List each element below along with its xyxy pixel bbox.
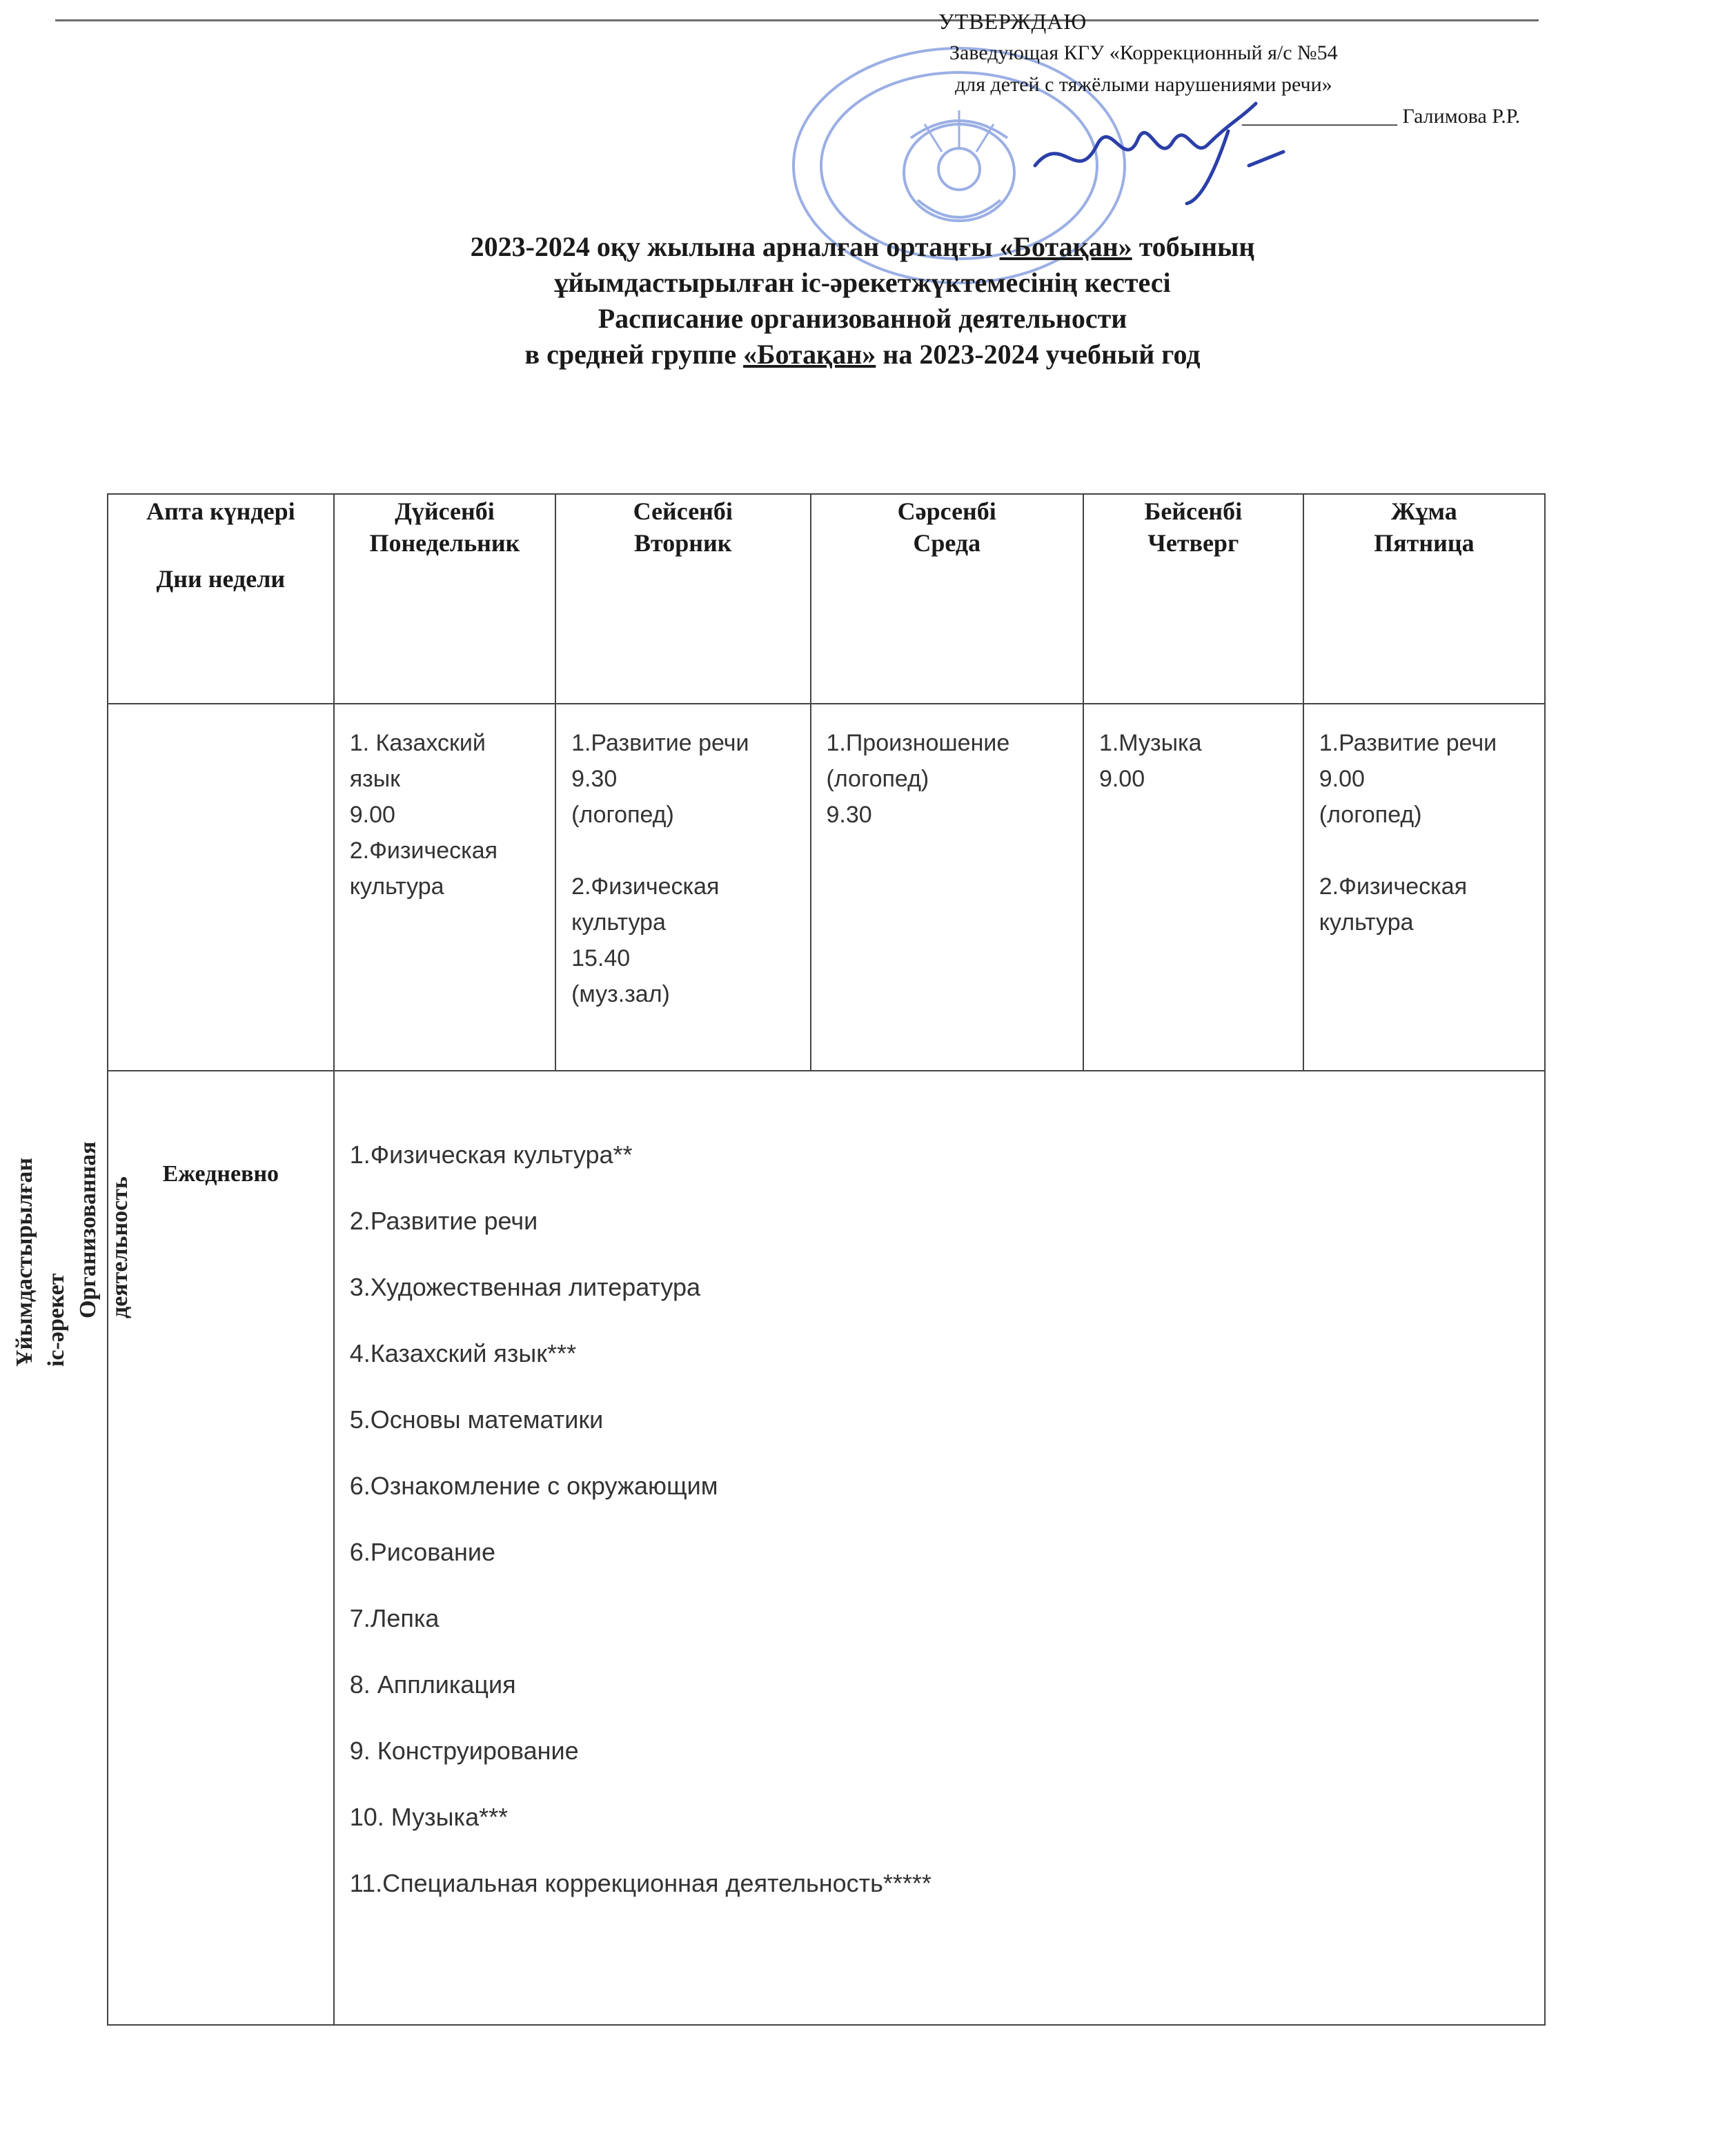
cell-line: 1.Развитие речи (571, 730, 749, 756)
cell-line: культура (1319, 909, 1414, 936)
header-day-kz: Бейсенбі (1144, 497, 1243, 525)
title-line-3: Расписание организованной деятельности (598, 303, 1127, 334)
header-first-kz: Апта күндері (146, 497, 295, 525)
label-ru-1: Организованная (75, 1141, 101, 1318)
schedule-table (12, 493, 1546, 2026)
approval-signature-line: _______________ Галимова Р.Р. (1242, 105, 1521, 128)
header-day-kz: Сәрсенбі (897, 497, 996, 525)
cell-thursday (1083, 704, 1303, 1071)
cell-line: 1.Развитие речи (1319, 730, 1497, 756)
cell-line: 2.Физическая (1319, 873, 1468, 900)
list-item: 9. Конструирование (349, 1737, 579, 1765)
cell-monday (334, 704, 555, 1071)
header-day-kz: Сейсенбі (633, 497, 733, 525)
header-day-kz: Дүйсенбі (395, 497, 495, 525)
list-item: 2.Развитие речи (349, 1207, 538, 1235)
list-item: 4.Казахский язык*** (349, 1339, 577, 1367)
header-day-ru: Понедельник (369, 529, 520, 557)
header-tuesday (555, 494, 810, 704)
title-line1-pre: 2023-2024 оқу жылына арналған ортаңғы (470, 231, 1000, 262)
daily-list (334, 1071, 1545, 2025)
header-wednesday (811, 494, 1083, 704)
header-monday (334, 494, 555, 704)
cell-line: 2.Физическая (349, 838, 498, 864)
activity-label-rotated (9, 1042, 136, 1367)
title-line4-group: «Ботақан» (743, 339, 876, 370)
header-thursday (1083, 494, 1303, 704)
list-item: 3.Художественная литература (349, 1273, 701, 1301)
header-day-ru: Пятница (1374, 529, 1475, 557)
title-line-4 (0, 337, 1725, 373)
list-item: 5.Основы математики (349, 1405, 604, 1434)
title-line4-pre: в средней группе (524, 339, 744, 370)
cell-line: культура (349, 873, 444, 900)
cell-line: 9.00 (349, 802, 395, 828)
list-item: 10. Музыка*** (349, 1803, 509, 1831)
cell-line: (логопед) (1319, 802, 1422, 828)
list-item: 11.Специальная коррекционная деятельность***** (349, 1869, 931, 1897)
header-days-of-week (108, 494, 334, 704)
title-line1-group: «Ботақан» (999, 231, 1132, 262)
cell-gap (1319, 833, 1532, 869)
header-day-ru: Среда (913, 529, 981, 557)
cell-line: культура (571, 909, 666, 936)
cell-line: 9.00 (1319, 766, 1365, 792)
daily-row (108, 1071, 1545, 2025)
approval-position: Заведующая КГУ «Коррекционный я/с №54 (949, 41, 1338, 64)
cell-line: (муз.зал) (571, 981, 670, 1007)
list-item: 6.Ознакомление с окружающим (349, 1472, 718, 1500)
cell-friday (1303, 704, 1545, 1071)
cell-line: 9.30 (826, 802, 872, 828)
list-item: 7.Лепка (349, 1604, 440, 1632)
list-item: 1.Физическая культура** (349, 1140, 633, 1169)
table-header-row (108, 494, 1545, 704)
cell-line: (логопед) (571, 802, 674, 828)
header-day-ru: Четверг (1147, 529, 1239, 557)
label-ru-2: деятельность (107, 1176, 132, 1318)
title-line-1 (0, 229, 1725, 265)
header-friday (1303, 494, 1545, 704)
daily-label: Ежедневно (108, 1071, 334, 2025)
label-kz-2: іс-әрекет (43, 1273, 69, 1367)
header-first-ru: Дни недели (156, 565, 286, 593)
header-day-ru: Вторник (634, 529, 732, 557)
approval-title: УТВЕРЖДАЮ (938, 9, 1087, 34)
activity-row (108, 704, 1545, 1071)
cell-line: 9.30 (571, 766, 618, 792)
approval-organization: для детей с тяжёлыми нарушениями речи» (955, 73, 1332, 96)
cell-line: 2.Физическая (571, 873, 720, 900)
cell-line: (логопед) (826, 766, 929, 792)
title-line4-post: на 2023-2024 учебный год (876, 339, 1201, 370)
cell-tuesday (555, 704, 810, 1071)
list-item: 6.Рисование (349, 1538, 496, 1566)
title-line-2: ұйымдастырылған іс-әрекетжүктемесінің кестесі (554, 267, 1171, 298)
cell-line: 1.Музыка (1098, 730, 1202, 756)
cell-wednesday (811, 704, 1083, 1071)
label-kz-1: Ұйымдастырылған (12, 1158, 37, 1367)
approval-block (938, 6, 1521, 132)
cell-line: язык (349, 766, 401, 792)
document-title (0, 229, 1725, 373)
header-day-kz: Жұма (1390, 497, 1457, 525)
cell-line: 15.40 (571, 945, 631, 971)
cell-line: 1. Казахский (349, 730, 486, 756)
cell-gap (571, 833, 797, 869)
cell-line: 1.Произношение (826, 730, 1010, 756)
cell-line: 9.00 (1098, 766, 1145, 792)
title-line1-post: тобының (1132, 231, 1255, 262)
list-item: 8. Аппликация (349, 1670, 516, 1699)
